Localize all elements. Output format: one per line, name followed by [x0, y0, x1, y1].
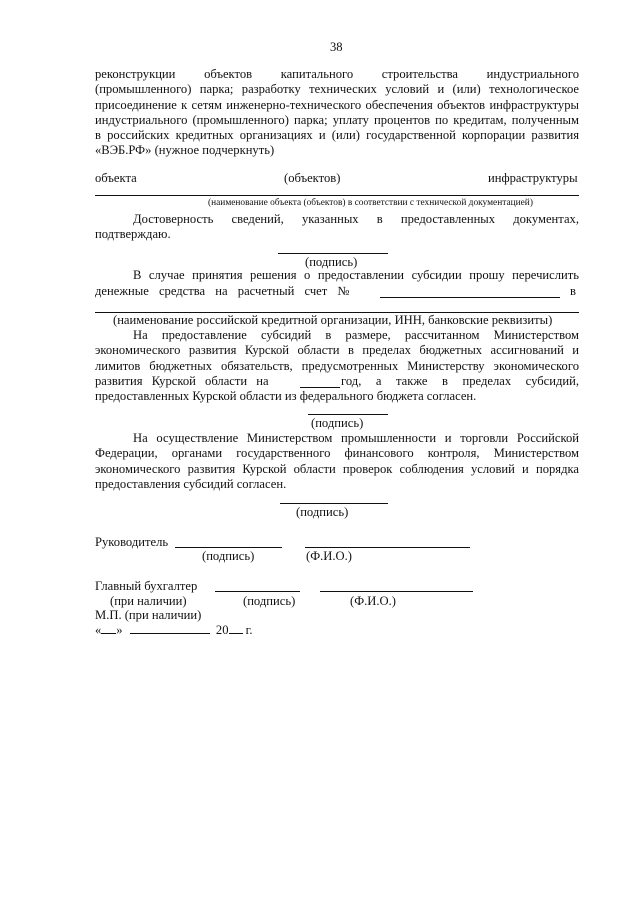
control-line: На осуществление Министерством промышленности и торговли Российской — [133, 431, 579, 445]
signature-caption-2: (подпись) — [311, 416, 364, 430]
head-signature-field[interactable] — [175, 547, 282, 548]
accountant-label: Главный бухгалтер — [95, 579, 198, 593]
head-fio-field[interactable] — [305, 547, 470, 548]
head-label: Руководитель — [95, 535, 169, 549]
bank-caption: (наименование российской кредитной организации, ИНН, банковские реквизиты) — [113, 313, 553, 327]
subsidy-line: лимитов бюджетных обязательств, предусмотренных Министерству экономического — [95, 358, 579, 373]
year-prefix: 20 — [215, 623, 229, 637]
stamp-note: М.П. (при наличии) — [95, 608, 202, 622]
date-line — [95, 622, 253, 638]
subsidy-line-5: предоставленных Курской области из федерального бюджета согласен. — [95, 389, 477, 403]
date-close-quote: » — [116, 623, 123, 637]
year-suffix: г. — [245, 623, 253, 637]
object-name-line[interactable] — [95, 195, 579, 196]
account-text: денежные средства на расчетный счет № — [95, 284, 350, 298]
accountant-signature-field[interactable] — [215, 591, 300, 592]
subsidy-line: На предоставление субсидий в размере, рассчитанном Министерством — [133, 328, 579, 342]
subsidy-line-4a: развития Курской области на — [95, 374, 269, 388]
objects-word: (объектов) — [284, 171, 341, 185]
control-line: предоставления субсидий согласен. — [95, 476, 287, 491]
purpose-paragraph — [95, 67, 579, 159]
reliability-line: Достоверность сведений, указанных в предоставленных документах, — [133, 212, 579, 226]
day-field[interactable] — [101, 622, 116, 634]
object-caption: (наименование объекта (объектов) в соответствии с технической документацией) — [208, 198, 533, 208]
control-line: Федерации, органами государственного финансового контроля, Министерством — [95, 446, 579, 461]
purpose-line: в российских кредитных организациях и (или) государственной корпорации развития — [95, 128, 579, 143]
purpose-line: присоединение к сетям инженерно-технического обеспечения объектов инфраструктуры — [95, 97, 579, 112]
head-fio-caption: (Ф.И.О.) — [306, 549, 352, 563]
signature-line-2[interactable] — [308, 414, 388, 415]
year-field[interactable] — [300, 387, 340, 388]
reliability-paragraph — [95, 212, 579, 243]
month-field[interactable] — [130, 622, 210, 634]
purpose-line: (промышленного) парка; разработку технических условий и (или) технологическое — [95, 82, 579, 97]
account-in-word: в — [570, 284, 576, 298]
page-number: 38 — [330, 40, 343, 54]
signature-caption-3: (подпись) — [296, 505, 349, 519]
subsidy-line-4b: год, а также в пределах субсидий, — [341, 374, 579, 388]
purpose-line: индустриального (промышленного) парка; уплату процентов по кредитам, полученным — [95, 112, 579, 127]
accountant-sign-caption: (подпись) — [243, 594, 296, 608]
subsidy-line: экономического развития Курской области в пределах бюджетных ассигнований и — [95, 343, 579, 358]
accountant-note: (при наличии) — [110, 594, 187, 608]
account-line-2 — [95, 284, 349, 299]
year-digits-field[interactable] — [229, 622, 243, 634]
infrastructure-word: инфраструктуры — [488, 171, 578, 185]
account-line-1: В случае принятия решения о предоставлении субсидии прошу перечислить — [133, 268, 579, 282]
subsidy-paragraph — [95, 328, 579, 374]
head-sign-caption: (подпись) — [202, 549, 255, 563]
signature-line-3[interactable] — [280, 503, 388, 504]
control-paragraph — [95, 431, 579, 492]
accountant-fio-field[interactable] — [320, 591, 473, 592]
date-open-quote: « — [95, 623, 102, 637]
object-word: объекта — [95, 171, 137, 185]
signature-line-1[interactable] — [278, 253, 388, 254]
purpose-line: реконструкции объектов капитального строительства индустриального — [95, 67, 579, 81]
control-line: экономического развития Курской области проверок соблюдения условий и порядка — [95, 461, 579, 476]
accountant-fio-caption: (Ф.И.О.) — [350, 594, 396, 608]
signature-caption-1: (подпись) — [305, 255, 358, 269]
purpose-line: «ВЭБ.РФ» (нужное подчеркнуть) — [95, 143, 275, 158]
reliability-line: подтверждаю. — [95, 227, 171, 242]
account-number-field[interactable] — [380, 297, 560, 298]
